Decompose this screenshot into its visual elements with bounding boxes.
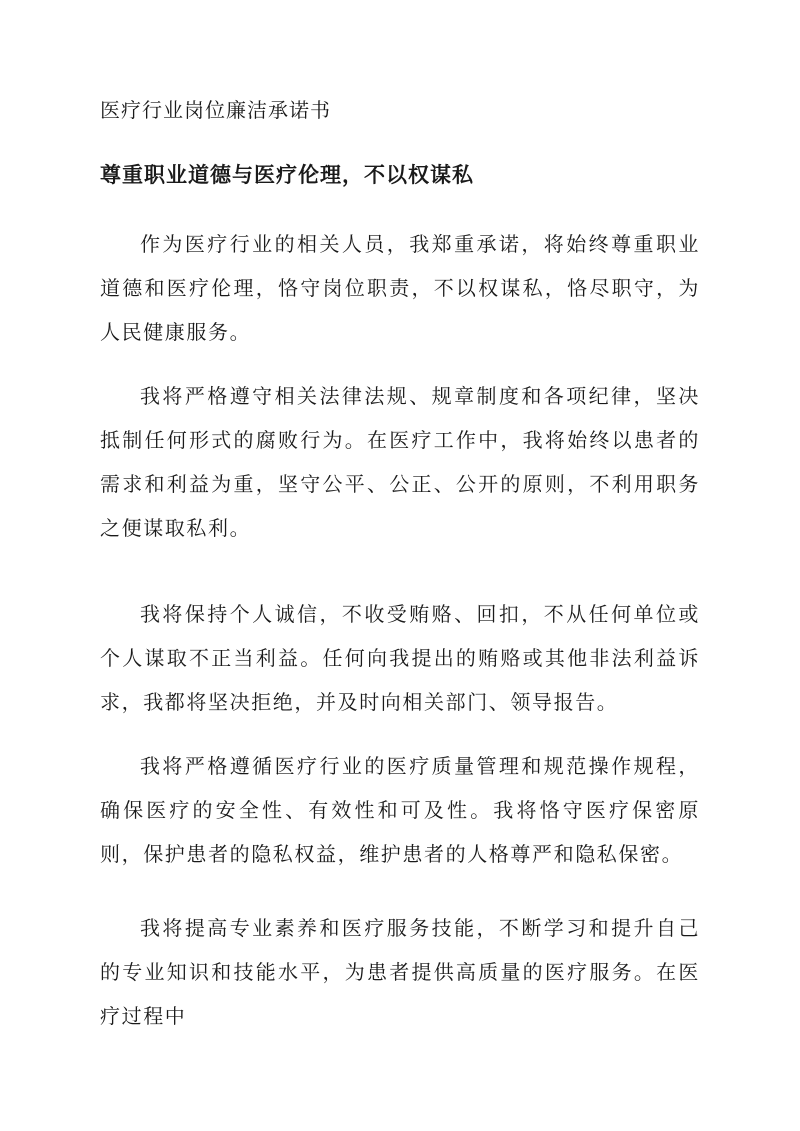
- paragraph: 作为医疗行业的相关人员，我郑重承诺，将始终尊重职业道德和医疗伦理，恪守岗位职责，不以权谋私，恪尽职守，为人民健康服务。: [100, 232, 700, 344]
- document-subtitle: 尊重职业道德与医疗伦理，不以权谋私: [100, 162, 474, 187]
- paragraph: 我将提高专业素养和医疗服务技能，不断学习和提升自己的专业知识和技能水平，为患者提供高质量的医疗服务。在医疗过程中: [100, 916, 700, 1028]
- paragraph: 我将严格遵守相关法律法规、规章制度和各项纪律，坚决抵制任何形式的腐败行为。在医疗工作中，我将始终以患者的需求和利益为重，坚守公平、公正、公开的原则，不利用职务之便谋取私利。: [100, 384, 700, 540]
- paragraph: 我将保持个人诚信，不收受贿赂、回扣，不从任何单位或个人谋取不正当利益。任何向我提出的贿赂或其他非法利益诉求，我都将坚决拒绝，并及时向相关部门、领导报告。: [100, 602, 700, 714]
- paragraph: 我将严格遵循医疗行业的医疗质量管理和规范操作规程，确保医疗的安全性、有效性和可及性。我将恪守医疗保密原则，保护患者的隐私权益，维护患者的人格尊严和隐私保密。: [100, 754, 700, 866]
- document-title: 医疗行业岗位廉洁承诺书: [100, 98, 331, 122]
